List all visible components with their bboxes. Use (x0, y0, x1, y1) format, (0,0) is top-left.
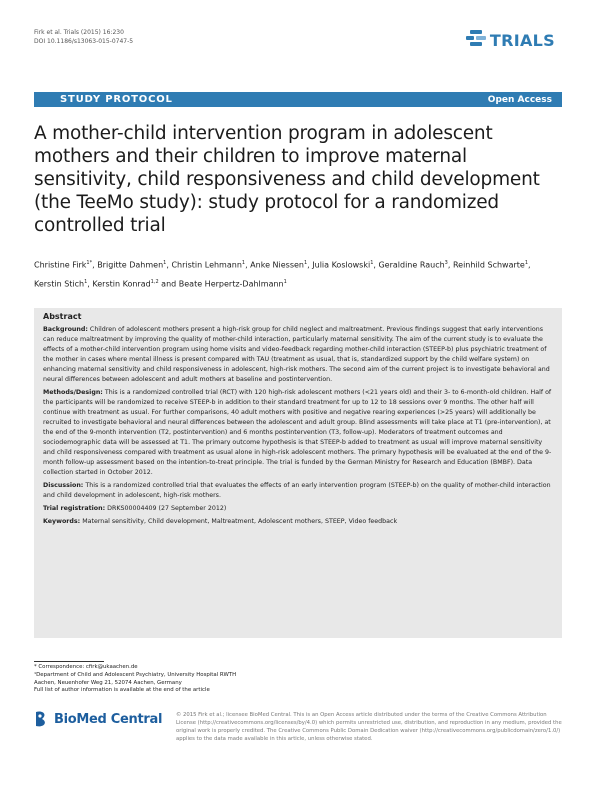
background-label: Background: (43, 326, 88, 333)
registration-label: Trial registration: (43, 505, 106, 512)
methods-label: Methods/Design: (43, 389, 103, 396)
author-affiliation-marker: 1* (86, 260, 93, 266)
author-name[interactable]: Kerstin Konrad (92, 279, 151, 289)
footnote-divider (34, 661, 104, 662)
background-text: Children of adolescent mothers present a high-risk group for child neglect and maltreatment. Previous findings suggest that early interventions can reduce maltreatment by improving the quality of mother-child interaction, particularly maternal sensitivity. The aim of the current study is to evaluate the effects of a mother-child intervention program using home visits and video-feedback regarding mother-child interaction (STEEP-b) plus psychiatric treatment of the mother in cases where mental illness is present compared with TAU (treatment as usual, that is, standardized support by the child welfare system) on enhancing maternal sensitivity and child responsiveness in adolescent, high-risk mothers. The second aim of the current project is to investigate behavioral and neural differences between adolescent and adult mothers at baseline and postintervention. (43, 326, 550, 383)
abstract-box (34, 308, 562, 638)
author-affiliation-marker: 1 (84, 278, 88, 285)
author-affiliation-marker: 1 (283, 278, 287, 285)
author-affiliation-marker: 1 (303, 260, 308, 266)
article-type: STUDY PROTOCOL (60, 94, 173, 105)
author-affiliation-marker: 3 (444, 260, 448, 266)
publisher-logo[interactable] (34, 710, 162, 728)
author-name[interactable]: Christin Lehmann (171, 260, 242, 270)
abstract-discussion (43, 481, 554, 501)
abstract-registration (43, 504, 554, 514)
author-name[interactable]: Anke Niessen (250, 260, 304, 270)
open-access-label[interactable]: Open Access (487, 94, 552, 105)
citation-block (34, 28, 133, 46)
discussion-label: Discussion: (43, 482, 84, 489)
biomed-central-logo-icon (34, 710, 50, 728)
affiliation-line: ¹Department of Child and Adolescent Psychiatry, University Hospital RWTH (34, 671, 237, 678)
abstract-background (43, 325, 554, 385)
trials-logo-icon (466, 30, 486, 50)
correspondence-email[interactable]: * Correspondence: cfirk@ukaachen.de (34, 664, 138, 670)
license-text: © 2015 Firk et al.; licensee BioMed Central. This is an Open Access article distributed under the terms of the Creative Commons Attribution License (http://creativecommons.org/licenses/by/4.0) which permits unrestricted use, distribution, and reproduction in any medium, provided the original work is properly credited. The Creative Commons Public Domain Dedication waiver (http://creativecommons.org/publicdomain/zero/1.0/) applies to the data made available in this article, unless otherwise stated. (176, 712, 562, 742)
discussion-text: This is a randomized controlled trial that evaluates the effects of an early intervention program (STEEP-b) on the quality of mother-child interaction and child development in adolescent, high-risk mothers. (43, 482, 551, 499)
abstract-heading: Abstract (43, 312, 82, 321)
footnotes (34, 664, 314, 695)
publisher-name: BioMed Central (54, 711, 163, 727)
author-affiliation-marker: 1 (370, 260, 374, 266)
author-name[interactable]: Geraldine Rauch (378, 260, 445, 270)
author-info-note: Full list of author information is available at the end of the article (34, 687, 210, 694)
author-name[interactable]: Kerstin Stich (34, 279, 85, 289)
citation-line: Firk et al. Trials (2015) 16:230 (34, 29, 124, 36)
author-affiliation-marker: 1,2 (150, 278, 159, 285)
article-title: A mother-child intervention program in adolescent mothers and their children to improve maternal sensitivity, child responsiveness and child development (the TeeMo study): study protocol for a randomized controlled trial (34, 123, 540, 236)
author-list: Christine Firk$^{1*}$, Brigitte Dahmen$^1$, Christin Lehmann$^1$, Anke Niessen$^1$, Julia Koslowski$^1$, Geraldine Rauch$^3$, Reinhild Schwarte$^1$, Kerstin Stich$^1$, Kerstin Konrad$^{1,2}$ and Beate Herpertz-Dahlmann$^1$ (34, 260, 531, 289)
journal-name: TRIALS (489, 30, 555, 50)
abstract-methods (43, 388, 554, 478)
affiliation-line: Aachen, Neuenhofer Weg 21, 52074 Aachen, Germany (34, 679, 182, 686)
keywords-label: Keywords: (43, 518, 81, 525)
doi-line: DOI 10.1186/s13063-015-0747-5 (34, 38, 134, 45)
author-name[interactable]: Reinhild Schwarte (452, 260, 525, 270)
keywords-text: Maternal sensitivity, Child development, Maltreatment, Adolescent mothers, STEEP, Video feedback (82, 518, 398, 525)
author-affiliation-marker: 1 (241, 260, 246, 266)
registration-text: DRKS00004409 (27 September 2012) (107, 505, 227, 512)
author-name[interactable]: Beate Herpertz-Dahlmann (178, 279, 284, 289)
methods-text: This is a randomized controlled trial (RCT) with 120 high-risk adolescent mothers (<21 years old) and their 3- to 6-month-old children. Half of the participants will be randomized to receive STEEP-b in addition to their standard treatment for up to 12 to 18 sessions over 9 months. The other half will continue with treatment as usual. For further comparisons, 40 adult mothers with positive and negative rearing experiences (>25 years) will additionally be recruited to investigate behavioral and neural differences between the adolescent and adult group. Blind assessments will take place at T1 (pre-intervention), at the end of the 9-month intervention (T2, postintervention) and 6 months postintervention (T3, follow-up). Moderators of treatment outcomes and sociodemographic data will be assessed at T1. The primary outcome hypothesis is that STEEP-b added to treatment as usual will improve maternal sensitivity and child responsiveness compared with treatment as usual alone in high-risk adolescent mothers. The primary hypothesis will be evaluated at the end of the 9-month follow-up assessment based on the intention-to-treat principle. The trial is funded by the German Ministry for Research and Education (BMBF). Data collection started in October 2012. (43, 389, 552, 476)
author-name[interactable]: Christine Firk (34, 260, 87, 270)
author-name[interactable]: Brigitte Dahmen (97, 260, 164, 270)
article-type-banner (34, 92, 562, 107)
author-name[interactable]: Julia Koslowski (312, 260, 371, 270)
author-affiliation-marker: 1 (524, 260, 529, 266)
abstract-keywords (43, 517, 554, 527)
author-affiliation-marker: 1 (163, 260, 167, 266)
journal-logo[interactable] (466, 30, 555, 50)
